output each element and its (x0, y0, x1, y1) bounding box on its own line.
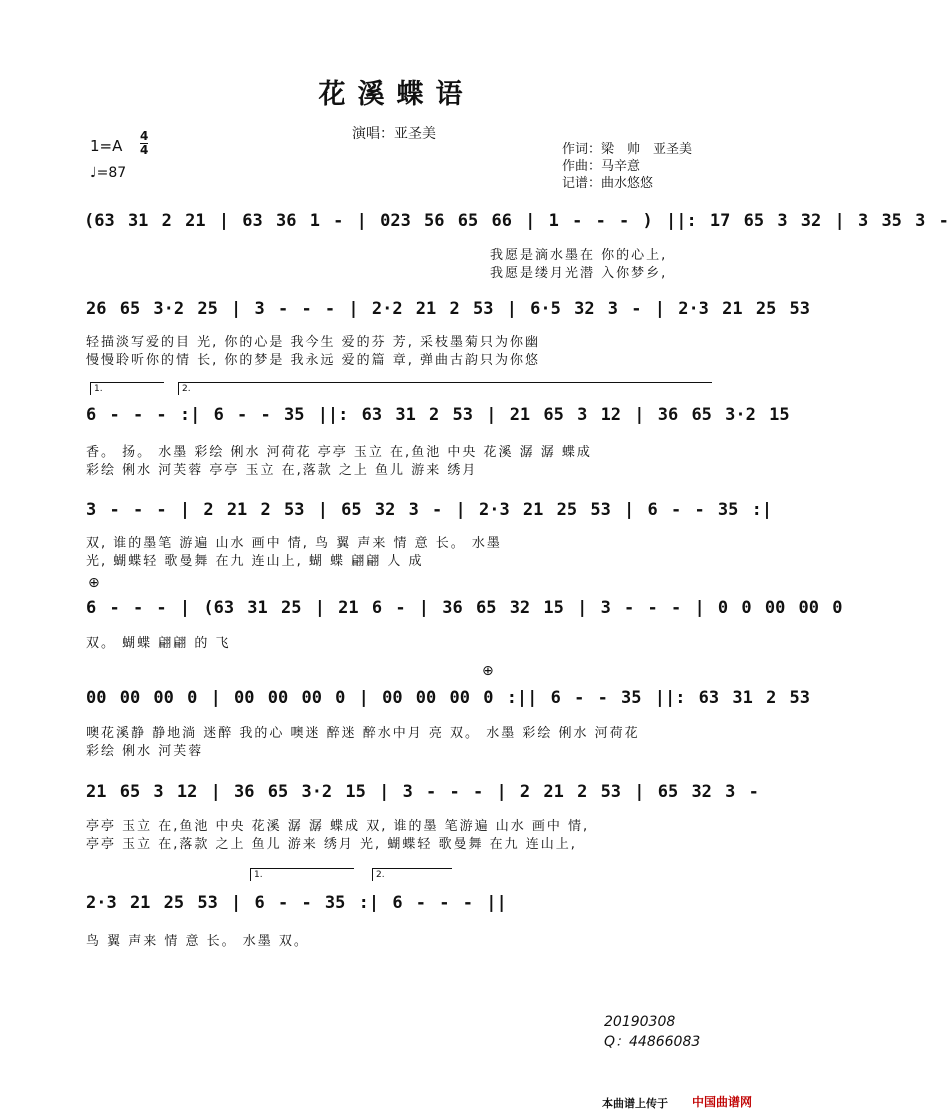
system-6-lyric-1: 噢花溪静 静地淌 迷醉 我的心 噢迷 醉迷 醉水中月 亮 双。 水墨 彩绘 俐水 河荷花 (86, 726, 640, 741)
system-3-notes: 6 - - - :| 6 - - 35 ||: 63 31 2 53 | 21 65 3 12 | 36 65 3·2 15 (86, 405, 790, 425)
system-8-lyric-1: 鸟 翼 声来 情 意 长。 水墨 双。 (86, 934, 309, 949)
system-3-lyric-2: 彩绘 俐水 河芙蓉 亭亭 玉立 在,落款 之上 鱼儿 游来 绣月 (86, 463, 478, 478)
system-2-lyric-2: 慢慢聆听你的情 长, 你的梦是 我永远 爱的篇 章, 弹曲古韵只为你悠 (86, 353, 541, 368)
system-8-notes: 2·3 21 25 53 | 6 - - 35 :| 6 - - - || (86, 893, 507, 913)
system-1-lyric-2: 我愿是缕月光潜 入你梦乡, (490, 266, 668, 281)
transcriber-credit: 记谱：曲水悠悠 (562, 176, 654, 191)
singer-credit: 演唱：亚圣美 (352, 126, 436, 142)
lyricist-credit: 作词：梁 帅 亚圣美 (562, 142, 693, 157)
volta-2: 2. (372, 868, 452, 881)
score-title: 花溪蝶语 (318, 79, 475, 110)
system-7-notes: 21 65 3 12 | 36 65 3·2 15 | 3 - - - | 2 21 2 53 | 65 32 3 - (86, 782, 759, 802)
tempo-marking: ♩=87 (90, 165, 127, 181)
site-logo[interactable]: 中国曲谱网 (692, 1095, 753, 1109)
system-2-notes: 26 65 3·2 25 | 3 - - - | 2·2 21 2 53 | 6·5 32 3 - | 2·3 21 25 53 (86, 299, 811, 319)
system-4-notes: 3 - - - | 2 21 2 53 | 65 32 3 - | 2·3 21 25 53 | 6 - - 35 :| (86, 500, 773, 520)
composer-credit: 作曲：马辛意 (562, 159, 641, 174)
meter-top: 4 (140, 129, 149, 143)
system-4-lyric-1: 双, 谁的墨笔 游遍 山水 画中 情, 鸟 翼 声来 情 意 长。 水墨 (86, 536, 502, 551)
coda-sign-icon: ⊕ (482, 663, 494, 679)
volta-1: 1. (250, 868, 354, 881)
transcriber-qq: Q：44866083 (604, 1034, 701, 1050)
meter-bottom: 4 (140, 143, 149, 157)
system-1-notes: (63 31 2 21 | 63 36 1 - | 023 56 65 66 | 1 - - - ) ||: 17 65 3 32 | 3 35 3 - (84, 211, 949, 231)
system-7-lyric-1: 亭亭 玉立 在,鱼池 中央 花溪 潺 潺 蝶成 双, 谁的墨 笔游遍 山水 画中 情, (86, 819, 590, 834)
time-signature (140, 130, 148, 157)
upload-note: 本曲谱上传于 (602, 1097, 668, 1110)
system-7-lyric-2: 亭亭 玉立 在,落款 之上 鱼儿 游来 绣月 光, 蝴蝶轻 歌曼舞 在九 连山上, (86, 837, 577, 852)
system-6-notes: 00 00 00 0 | 00 00 00 0 | 00 00 00 0 :|| 6 - - 35 ||: 63 31 2 53 (86, 688, 811, 708)
transcription-date: 20190308 (604, 1014, 676, 1030)
volta-2: 2. (178, 382, 712, 395)
system-1-lyric-1: 我愿是滴水墨在 你的心上, (490, 248, 668, 263)
system-5-lyric-1: 双。 蝴蝶 翩翩 的 飞 (86, 636, 231, 651)
system-2-lyric-1: 轻描淡写爱的目 光, 你的心是 我今生 爱的芬 芳, 采枝墨菊只为你幽 (86, 335, 541, 350)
system-5-notes: 6 - - - | (63 31 25 | 21 6 - | 36 65 32 15 | 3 - - - | 0 0 00 00 0 (86, 598, 843, 618)
key-signature: 1=A (90, 137, 123, 155)
system-3-lyric-1: 香。 扬。 水墨 彩绘 俐水 河荷花 亭亭 玉立 在,鱼池 中央 花溪 潺 潺 蝶成 (86, 445, 592, 460)
system-6-lyric-2: 彩绘 俐水 河芙蓉 (86, 744, 204, 759)
coda-sign-icon: ⊕ (88, 575, 100, 591)
system-4-lyric-2: 光, 蝴蝶轻 歌曼舞 在九 连山上, 蝴 蝶 翩翩 人 成 (86, 554, 424, 569)
volta-1: 1. (90, 382, 164, 395)
